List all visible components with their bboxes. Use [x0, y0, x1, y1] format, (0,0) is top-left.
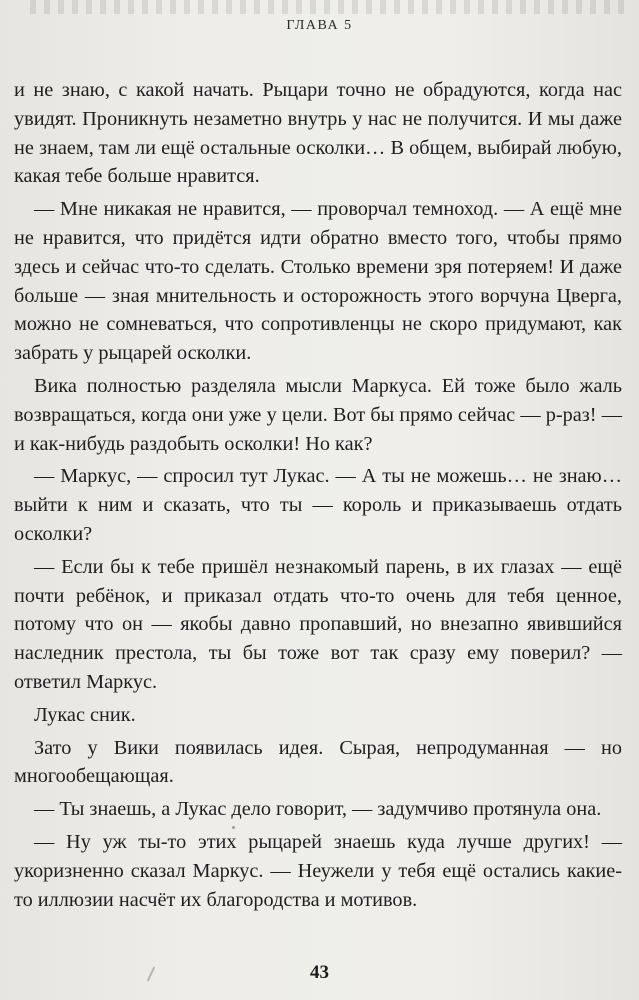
paragraph: Лукас сник. — [34, 703, 136, 726]
paragraph: — Ты знаешь, а Лукас дело говорит, — задумчиво протянула она. — [34, 798, 602, 821]
paragraph: — Маркус, — спросил тут Лукас. — А ты не можешь… не знаю… выйти к ним и сказать, что ты — король и приказываешь отдать осколки? — [14, 465, 622, 545]
page-number: 43 — [310, 962, 329, 983]
paragraph: — Если бы к тебе пришёл незнакомый парень, в их глазах — ещё почти ребёнок, и приказал отдать что-то очень для тебя ценное, потому что он — якобы давно пропавший, но внезапно явившийся наследник престола, ты бы тоже вот так сразу ему поверил? — ответил Маркус. — [14, 555, 622, 693]
running-header: ГЛАВА 5 — [286, 18, 353, 33]
paragraph: Вика полностью разделяла мысли Маркуса. Ей тоже было жаль возвращаться, когда они уже у цели. Вот бы прямо сейчас — р-раз! — и как-нибудь раздобыть осколки! Но как? — [14, 374, 622, 455]
paragraph: — Ну уж ты-то этих рыцарей знаешь куда лучше других! — укоризненно сказал Маркус. — Неужели у тебя ещё остались какие-то иллюзии насчёт их благородства и мотивов. — [14, 830, 622, 911]
show-through-text — [30, 0, 630, 14]
paragraph: и не знаю, с какой начать. Рыцари точно не обрадуются, когда нас увидят. Проникнуть незаметно внутрь у нас не получится. И мы даже не знаем, там ли ещё остальные осколки… В общем, выбирай любую, какая тебе больше нравится. — [14, 79, 622, 188]
body-text — [14, 76, 622, 918]
paragraph: Зато у Вики появилась идея. Сырая, непродуманная — но многообещающая. — [14, 736, 622, 788]
paragraph: — Мне никакая не нравится, — проворчал темноход. — А ещё мне не нравится, что придётся идти обратно вместо того, чтобы прямо здесь и сейчас что-то сделать. Столько времени зря потеряем! И даже больше — зная мнительность и осторожность этого ворчуна Цверга, можно не сомневаться, что сопротивленцы не скоро придумают, как забрать у рыцарей осколки. — [14, 198, 622, 365]
paper-speck — [232, 826, 235, 829]
